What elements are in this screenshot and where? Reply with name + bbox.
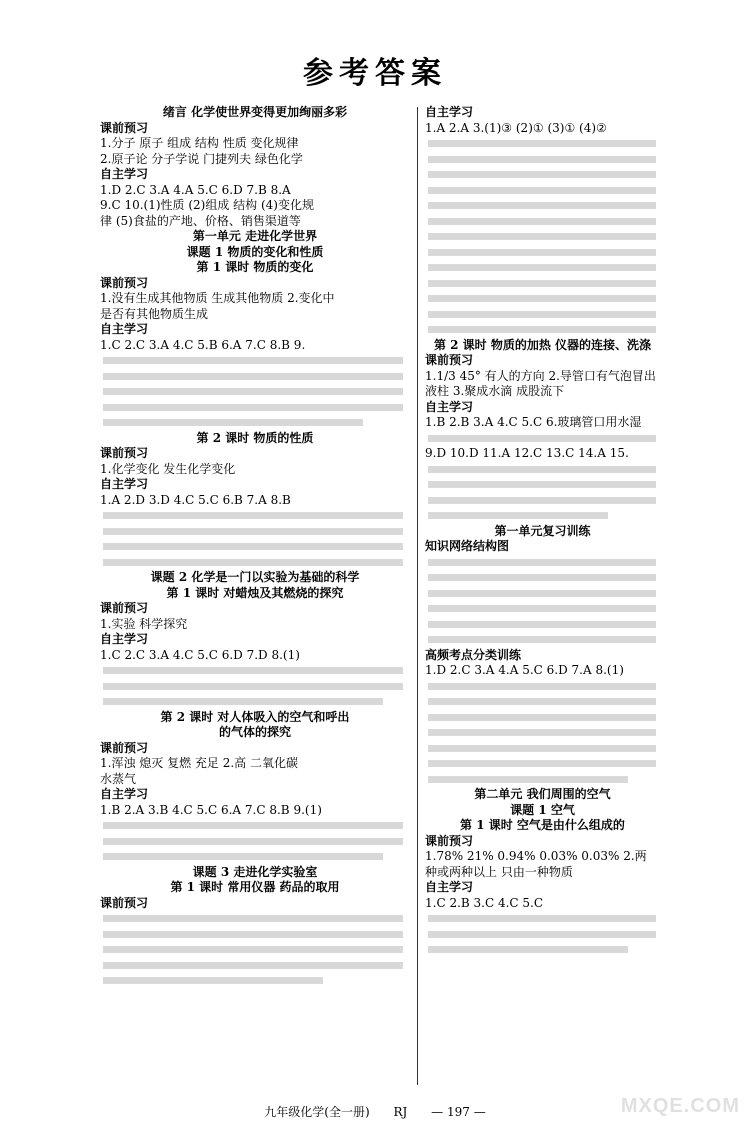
- section-heading: 绪言 化学使世界变得更加绚丽多彩: [162, 105, 348, 119]
- section-heading: 课题 2 化学是一门以实验为基础的科学: [150, 570, 360, 584]
- answer-line: [425, 694, 660, 710]
- answer-line: 1.化学变化 发生化学变化: [100, 461, 236, 476]
- answer-line: [425, 772, 660, 788]
- answer-line: 1.B 2.B 3.A 4.C 5.C 6.玻璃管口用水湿: [425, 415, 642, 429]
- illegible-text-placeholder: [428, 435, 656, 442]
- illegible-text-placeholder: [428, 776, 628, 783]
- illegible-text-placeholder: [428, 760, 656, 767]
- subsection-label: 自主学习: [425, 105, 474, 119]
- answer-line: [425, 245, 660, 261]
- illegible-text-placeholder: [103, 388, 403, 395]
- illegible-text-placeholder: [428, 714, 656, 721]
- answer-line: [425, 632, 660, 648]
- illegible-text-placeholder: [103, 977, 323, 984]
- answer-line: [425, 725, 660, 741]
- page-title: 参考答案: [303, 56, 447, 91]
- answer-line: [100, 400, 410, 416]
- illegible-text-placeholder: [428, 729, 656, 736]
- illegible-text-placeholder: [103, 838, 403, 845]
- answer-line: [425, 741, 660, 757]
- answer-line: [425, 229, 660, 245]
- illegible-text-placeholder: [428, 621, 656, 628]
- answer-line: [425, 214, 660, 230]
- illegible-text-placeholder: [428, 946, 628, 953]
- footer-edition: RJ: [393, 1105, 408, 1119]
- illegible-text-placeholder: [103, 419, 363, 426]
- section-heading: 课题 1 物质的变化和性质: [186, 244, 324, 259]
- answer-line: [425, 756, 660, 772]
- answer-line: 1.C 2.C 3.A 4.C 5.C 6.D 7.D 8.(1): [100, 647, 300, 662]
- answer-line: 种或两种以上 只由一种物质: [425, 864, 573, 879]
- section-heading: 第一单元 走进化学世界: [192, 229, 318, 243]
- answer-line: [425, 942, 660, 958]
- illegible-text-placeholder: [428, 559, 656, 566]
- answer-line: 1.分子 原子 组成 结构 性质 变化规律: [100, 136, 299, 150]
- section-heading: 第 2 课时 物质的性质: [196, 430, 314, 445]
- answer-line: [425, 276, 660, 292]
- answer-line: 1.实验 科学探究: [100, 616, 188, 631]
- subsection-label: 课前预习: [425, 833, 474, 848]
- illegible-text-placeholder: [428, 574, 656, 581]
- answer-line: [100, 524, 410, 540]
- answer-line: [425, 911, 660, 927]
- answer-line: [100, 555, 410, 571]
- answer-line: 1.C 2.B 3.C 4.C 5.C: [425, 895, 544, 910]
- illegible-text-placeholder: [428, 636, 656, 643]
- illegible-text-placeholder: [428, 605, 656, 612]
- section-heading: 第 1 课时 物质的变化: [196, 260, 314, 274]
- illegible-text-placeholder: [103, 667, 403, 674]
- section-heading: 第 1 课时 常用仪器 药品的取用: [170, 880, 340, 894]
- answer-line: [425, 462, 660, 478]
- answer-line: [425, 322, 660, 338]
- section-heading: 第 2 课时 对人体吸入的空气和呼出: [160, 709, 350, 724]
- footer-page-number: — 197 —: [431, 1105, 486, 1119]
- answer-line: [100, 415, 410, 431]
- illegible-text-placeholder: [103, 931, 403, 938]
- illegible-text-placeholder: [428, 326, 656, 333]
- section-heading: 第一单元复习训练: [494, 523, 591, 538]
- illegible-text-placeholder: [428, 140, 656, 147]
- answer-line: [100, 353, 410, 369]
- answer-line: [100, 834, 410, 850]
- subsection-label: 自主学习: [100, 787, 149, 801]
- illegible-text-placeholder: [103, 683, 403, 690]
- answer-line: 1.D 2.C 3.A 4.A 5.C 6.D 7.A 8.(1): [425, 663, 624, 677]
- illegible-text-placeholder: [428, 280, 656, 287]
- illegible-text-placeholder: [428, 218, 656, 225]
- section-heading: 第 1 课时 对蜡烛及其燃烧的探究: [166, 585, 344, 600]
- answer-line: [100, 508, 410, 524]
- section-heading: 第 2 课时 物质的加热 仪器的连接、洗涤: [433, 337, 652, 352]
- subsection-label: 课前预习: [100, 120, 149, 135]
- subsection-label: 知识网络结构图: [425, 539, 510, 553]
- answer-line: 1.没有生成其他物质 生成其他物质 2.变化中: [100, 291, 335, 305]
- illegible-text-placeholder: [103, 373, 403, 380]
- answer-line: 2.原子论 分子学说 门捷列夫 绿色化学: [100, 151, 303, 166]
- answer-line: 1.D 2.C 3.A 4.A 5.C 6.D 7.B 8.A: [100, 182, 291, 197]
- subsection-label: 课前预习: [425, 353, 474, 367]
- column-divider: [417, 107, 418, 1085]
- illegible-text-placeholder: [428, 915, 656, 922]
- answer-line: [100, 694, 410, 710]
- subsection-label: 自主学习: [425, 399, 474, 414]
- answer-line: [425, 570, 660, 586]
- illegible-text-placeholder: [428, 171, 656, 178]
- subsection-label: 课前预习: [100, 740, 149, 755]
- answer-line: [100, 942, 410, 958]
- answer-line: 水蒸气: [100, 771, 137, 786]
- illegible-text-placeholder: [103, 543, 403, 550]
- answer-line: [425, 477, 660, 493]
- illegible-text-placeholder: [428, 202, 656, 209]
- answer-line: [425, 493, 660, 509]
- answer-line: 1.浑浊 熄灭 复燃 充足 2.高 二氧化碳: [100, 756, 298, 770]
- illegible-text-placeholder: [103, 404, 403, 411]
- answer-line: [425, 679, 660, 695]
- footer-book-title: 九年级化学(全一册): [264, 1105, 370, 1119]
- answer-line: [425, 167, 660, 183]
- subsection-label: 自主学习: [100, 477, 149, 491]
- answer-line: 律 (5)食盐的产地、价格、销售渠道等: [100, 213, 301, 228]
- answer-line: [425, 136, 660, 152]
- subsection-label: 高频考点分类训练: [425, 647, 522, 662]
- answer-line: [425, 586, 660, 602]
- illegible-text-placeholder: [103, 946, 403, 953]
- answer-line: 1.B 2.A 3.B 4.C 5.C 6.A 7.C 8.B 9.(1): [100, 802, 322, 817]
- answer-line: [425, 617, 660, 633]
- answer-line: 9.D 10.D 11.A 12.C 13.C 14.A 15.: [425, 446, 629, 460]
- answer-line: [100, 927, 410, 943]
- illegible-text-placeholder: [103, 822, 403, 829]
- answer-line: [425, 291, 660, 307]
- answer-line: [100, 818, 410, 834]
- answer-line: 9.C 10.(1)性质 (2)组成 结构 (4)变化规: [100, 198, 314, 212]
- subsection-label: 课前预习: [100, 895, 149, 910]
- subsection-label: 自主学习: [100, 632, 149, 646]
- illegible-text-placeholder: [428, 233, 656, 240]
- answer-line: [100, 384, 410, 400]
- right-column: [425, 105, 660, 1095]
- answer-line: [100, 973, 410, 989]
- subsection-label: 自主学习: [425, 880, 474, 894]
- illegible-text-placeholder: [103, 962, 403, 969]
- subsection-label: 课前预习: [100, 601, 149, 615]
- left-column: [100, 105, 410, 1095]
- illegible-text-placeholder: [103, 915, 403, 922]
- illegible-text-placeholder: [428, 481, 656, 488]
- illegible-text-placeholder: [103, 512, 403, 519]
- answer-line: 液柱 3.聚成水滴 成股流下: [425, 384, 565, 398]
- illegible-text-placeholder: [103, 853, 383, 860]
- illegible-text-placeholder: [428, 156, 656, 163]
- answer-line: [100, 679, 410, 695]
- site-watermark: MXQE.COM: [620, 1095, 740, 1117]
- section-heading: 课题 1 空气: [510, 802, 575, 817]
- answer-line: 1.A 2.A 3.(1)③ (2)① (3)① (4)②: [425, 120, 607, 135]
- illegible-text-placeholder: [428, 295, 656, 302]
- illegible-text-placeholder: [428, 683, 656, 690]
- illegible-text-placeholder: [103, 698, 383, 705]
- answer-line: [100, 369, 410, 385]
- subsection-label: 课前预习: [100, 446, 149, 460]
- illegible-text-placeholder: [428, 512, 608, 519]
- illegible-text-placeholder: [428, 745, 656, 752]
- answer-line: [425, 508, 660, 524]
- answer-line: [425, 183, 660, 199]
- illegible-text-placeholder: [428, 698, 656, 705]
- section-heading: 第二单元 我们周围的空气: [474, 787, 611, 801]
- answer-line: 1.C 2.C 3.A 4.C 5.B 6.A 7.C 8.B 9.: [100, 337, 306, 352]
- answer-line: [425, 710, 660, 726]
- answer-line: [425, 198, 660, 214]
- illegible-text-placeholder: [428, 466, 656, 473]
- subsection-label: 课前预习: [100, 275, 149, 290]
- illegible-text-placeholder: [103, 357, 403, 364]
- answer-line: [100, 958, 410, 974]
- illegible-text-placeholder: [428, 590, 656, 597]
- answer-line: [425, 431, 660, 447]
- section-heading: 课题 3 走进化学实验室: [192, 864, 318, 879]
- answer-line: [100, 849, 410, 865]
- answer-line: [100, 663, 410, 679]
- answer-line: [425, 601, 660, 617]
- answer-line: 1.78% 21% 0.94% 0.03% 0.03% 2.两: [425, 849, 647, 863]
- illegible-text-placeholder: [428, 931, 656, 938]
- illegible-text-placeholder: [103, 528, 403, 535]
- subsection-label: 自主学习: [100, 167, 149, 181]
- illegible-text-placeholder: [428, 187, 656, 194]
- section-heading: 第 1 课时 空气是由什么组成的: [460, 818, 625, 832]
- answer-line: [425, 555, 660, 571]
- answer-line: 1.1/3 45° 有人的方向 2.导管口有气泡冒出: [425, 368, 656, 383]
- answer-line: 是否有其他物质生成: [100, 306, 209, 321]
- illegible-text-placeholder: [428, 311, 656, 318]
- answer-line: [100, 539, 410, 555]
- answer-line: [425, 307, 660, 323]
- section-heading: 的气体的探究: [218, 725, 291, 739]
- answer-line: 1.A 2.D 3.D 4.C 5.C 6.B 7.A 8.B: [100, 492, 291, 507]
- illegible-text-placeholder: [103, 559, 403, 566]
- answer-line: [425, 260, 660, 276]
- illegible-text-placeholder: [428, 264, 656, 271]
- illegible-text-placeholder: [428, 249, 656, 256]
- subsection-label: 自主学习: [100, 322, 149, 336]
- answer-line: [425, 152, 660, 168]
- answer-line: [425, 927, 660, 943]
- illegible-text-placeholder: [428, 497, 656, 504]
- answer-columns: [100, 105, 660, 1095]
- answer-line: [100, 911, 410, 927]
